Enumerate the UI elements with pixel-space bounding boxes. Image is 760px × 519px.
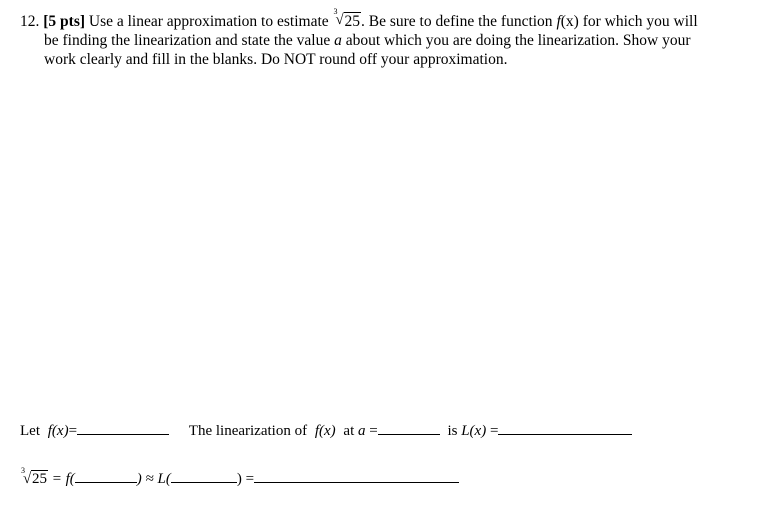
radicand: 25 (344, 13, 361, 30)
question-instruction: . Be sure to define the function (361, 13, 553, 30)
question-points: [5 pts] (43, 13, 86, 30)
L-arg-blank[interactable] (171, 470, 237, 483)
a-equals: = (369, 423, 378, 439)
root-index-2: 3 (21, 466, 25, 475)
approx-final-equals: ) = (236, 471, 255, 487)
approx-f-open: = f( (51, 471, 75, 487)
approx-L-open: ) ≈ L( (136, 471, 171, 487)
a-blank[interactable] (378, 422, 440, 435)
question-line-1 (20, 7, 735, 31)
fx-blank[interactable] (77, 422, 169, 435)
at-label: at (343, 423, 355, 439)
Lx-blank[interactable] (498, 422, 632, 435)
cube-root-25-answer (20, 466, 48, 488)
radicand-2: 25 (32, 471, 47, 487)
radical-sign-icon: √ (335, 12, 344, 28)
fx-label-2: f(x) (314, 423, 336, 439)
a-var: a (357, 423, 366, 439)
root-index: 3 (333, 7, 338, 16)
Lx-label: L(x) (461, 423, 487, 439)
answer-row-1 (20, 422, 632, 440)
cube-root-25 (333, 7, 362, 31)
linearization-label: The linearization of (188, 423, 308, 439)
radical-sign-icon: √ (23, 471, 32, 487)
variable-a: a (334, 32, 342, 49)
Lx-equals: = (489, 423, 499, 439)
answer-row-2 (20, 466, 459, 488)
let-label: Let (20, 423, 40, 439)
fx-equals: = (68, 423, 78, 439)
is-label: is (447, 423, 458, 439)
question-line-2-end: about which you are doing the linearization. Show your (345, 32, 691, 49)
final-answer-blank[interactable] (254, 470, 459, 483)
function-arg: (x) (560, 13, 579, 30)
question-text (20, 7, 735, 69)
question-number: 12. (20, 13, 40, 30)
question-line-2-start: be finding the linearization and state the value (44, 32, 331, 49)
question-line-2 (20, 31, 735, 50)
fx-label: f(x) (47, 423, 69, 439)
f-arg-blank[interactable] (75, 470, 137, 483)
question-line-3: work clearly and fill in the blanks. Do NOT round off your approximation. (44, 51, 508, 68)
question-line-1-end: for which you will (582, 13, 698, 30)
question-intro: Use a linear approximation to estimate (88, 13, 329, 30)
function-name: f (556, 13, 561, 30)
